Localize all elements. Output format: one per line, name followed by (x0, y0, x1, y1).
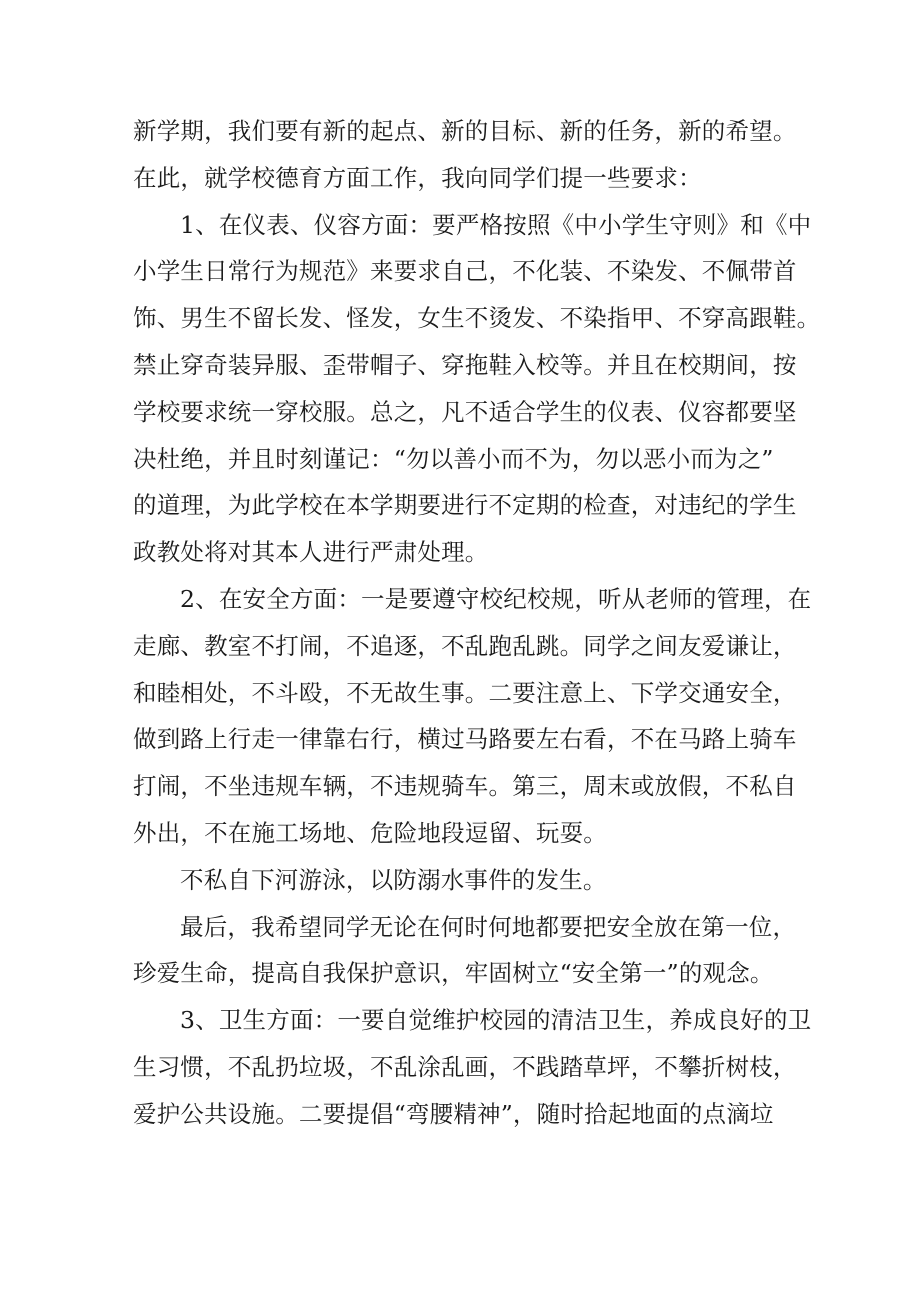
paragraph-start: 1、在仪表、仪容方面：要严格按照《中小学生守则》和《中 (180, 210, 812, 239)
text-line: 走廊、教室不打闹，不追逐，不乱跑乱跳。同学之间友爱谦让， (133, 631, 797, 660)
document-body (133, 108, 821, 1138)
paragraph-start: 3、卫生方面：一要自觉维护校园的清洁卫生，养成良好的卫 (180, 1006, 812, 1035)
text-line: 小学生日常行为规范》来要求自己，不化装、不染发、不佩带首 (133, 257, 797, 286)
text-line: 决杜绝，并且时刻谨记：“勿以善小而不为，勿以恶小而为之” (133, 444, 774, 473)
paragraph-start: 2、在安全方面：一是要遵守校纪校规，听从老师的管理，在 (180, 584, 812, 613)
text-line: 饰、男生不留长发、怪发，女生不烫发、不染指甲、不穿高跟鞋。 (133, 304, 821, 333)
text-line: 在此，就学校德育方面工作，我向同学们提一些要求： (133, 163, 702, 192)
text-line: 爱护公共设施。二要提倡“弯腰精神”，随时拾起地面的点滴垃 (133, 1099, 774, 1128)
paragraph-start: 不私自下河游泳，以防溺水事件的发生。 (180, 865, 607, 894)
text-line: 禁止穿奇装异服、歪带帽子、穿拖鞋入校等。并且在校期间，按 (133, 350, 797, 379)
text-line: 和睦相处，不斗殴，不无故生事。二要注意上、下学交通安全， (133, 678, 797, 707)
text-line: 珍爱生命，提高自我保护意识，牢固树立“安全第一”的观念。 (133, 959, 774, 988)
text-line: 打闹，不坐违规车辆，不违规骑车。第三，周末或放假，不私自 (133, 772, 797, 801)
paragraph-start: 最后，我希望同学无论在何时何地都要把安全放在第一位， (180, 912, 797, 941)
text-line: 生习惯，不乱扔垃圾，不乱涂乱画，不践踏草坪，不攀折树枝， (133, 1052, 797, 1081)
text-line: 新学期，我们要有新的起点、新的目标、新的任务，新的希望。 (133, 117, 797, 145)
text-line: 外出，不在施工场地、危险地段逗留、玩耍。 (133, 818, 607, 847)
text-line: 学校要求统一穿校服。总之，凡不适合学生的仪表、仪容都要坚 (133, 397, 797, 426)
text-line: 的道理，为此学校在本学期要进行不定期的检查，对违纪的学生 (133, 491, 797, 520)
text-line: 政教处将对其本人进行严肃处理。 (133, 538, 489, 567)
text-line: 做到路上行走一律靠右行，横过马路要左右看，不在马路上骑车 (133, 725, 797, 754)
